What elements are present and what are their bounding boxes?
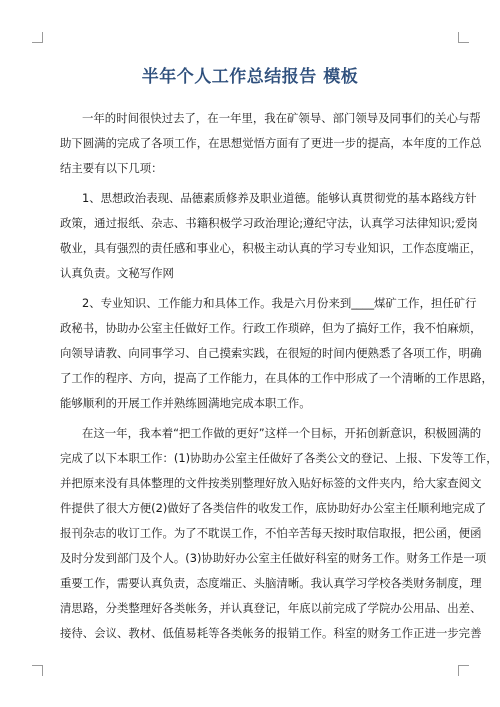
paragraph-line: 2、专业知识、工作能力和具体工作。我是六月份来到____煤矿工作，担任矿行 bbox=[82, 296, 477, 310]
paragraph-line: 能够顺利的开展工作并熟练圆满地完成本职工作。 bbox=[60, 396, 311, 410]
paragraph-line: 1、思想政治表现、品德素质修养及职业道德。能够认真贯彻党的基本路线方针 bbox=[82, 191, 477, 205]
document-title: 半年个人工作总结报告 模板 bbox=[141, 67, 359, 87]
crop-mark-top-right bbox=[458, 32, 469, 43]
paragraph-line: 清思路，分类整理好各类帐务，并认真登记，年底以前完成了学院办公用品、出差、 bbox=[60, 601, 482, 615]
paragraph-line: 接待、会议、教材、低值易耗等各类帐务的报销工作。科室的财务工作正进一步完善 bbox=[60, 626, 482, 640]
paragraph-line: 重要工作，需要认真负责，态度端正、头脑清晰。我认真学习学校各类财务制度，理 bbox=[60, 576, 482, 590]
paragraph-line: 并把原来没有具体整理的文件按类别整理好放入贴好标签的文件夹内，给大家查阅文 bbox=[60, 476, 482, 490]
paragraph-line: 完成了以下本职工作：(1)协助办公室主任做好了各类公文的登记、上报、下发等工作， bbox=[60, 451, 498, 465]
paragraph-line: 向领导请教、向同事学习、自己摸索实践，在很短的时间内便熟悉了各项工作，明确 bbox=[60, 346, 482, 360]
paragraph-line: 件提供了很大方便(2)做好了各类信件的收发工作，底协助好办公室主任顺利地完成了 bbox=[60, 501, 487, 515]
crop-mark-bottom-right bbox=[458, 665, 469, 676]
paragraph-line: 及时分发到部门及个人。(3)协助好办公室主任做好科室的财务工作。财务工作是一项 bbox=[60, 551, 487, 565]
paragraph-line: 敬业，具有强烈的责任感和事业心，积极主动认真的学习专业知识，工作态度端正， bbox=[60, 241, 482, 255]
paragraph-line: 在这一年，我本着“把工作做的更好”这样一个目标，开拓创新意识，积极圆满的 bbox=[82, 426, 482, 440]
paragraph-line: 报刊杂志的收订工作。为了不耽误工作，不怕辛苦每天按时取信取报，把公函，便函 bbox=[60, 526, 482, 540]
paragraph-line: 结主要有以下几项： bbox=[60, 161, 163, 175]
paragraph-line: 政策，通过报纸、杂志、书籍积极学习政治理论;遵纪守法，认真学习法律知识;爱岗 bbox=[60, 216, 478, 230]
paragraph-line: 政秘书，协助办公室主任做好工作。行政工作琐碎，但为了搞好工作，我不怕麻烦， bbox=[60, 321, 482, 335]
paragraph-line: 认真负责。文秘写作网 bbox=[60, 266, 174, 280]
paragraph-line: 助下圆满的完成了各项工作，在思想觉悟方面有了更进一步的提高，本年度的工作总 bbox=[60, 136, 482, 150]
paragraph-line: 了工作的程序、方向，提高了工作能力，在具体的工作中形成了一个清晰的工作思路， bbox=[60, 371, 493, 385]
document-body bbox=[60, 106, 498, 646]
crop-mark-top-left bbox=[32, 32, 43, 43]
crop-mark-bottom-left bbox=[32, 665, 43, 676]
paragraph-line: 一年的时间很快过去了，在一年里，我在矿领导、部门领导及同事们的关心与帮 bbox=[82, 111, 481, 125]
